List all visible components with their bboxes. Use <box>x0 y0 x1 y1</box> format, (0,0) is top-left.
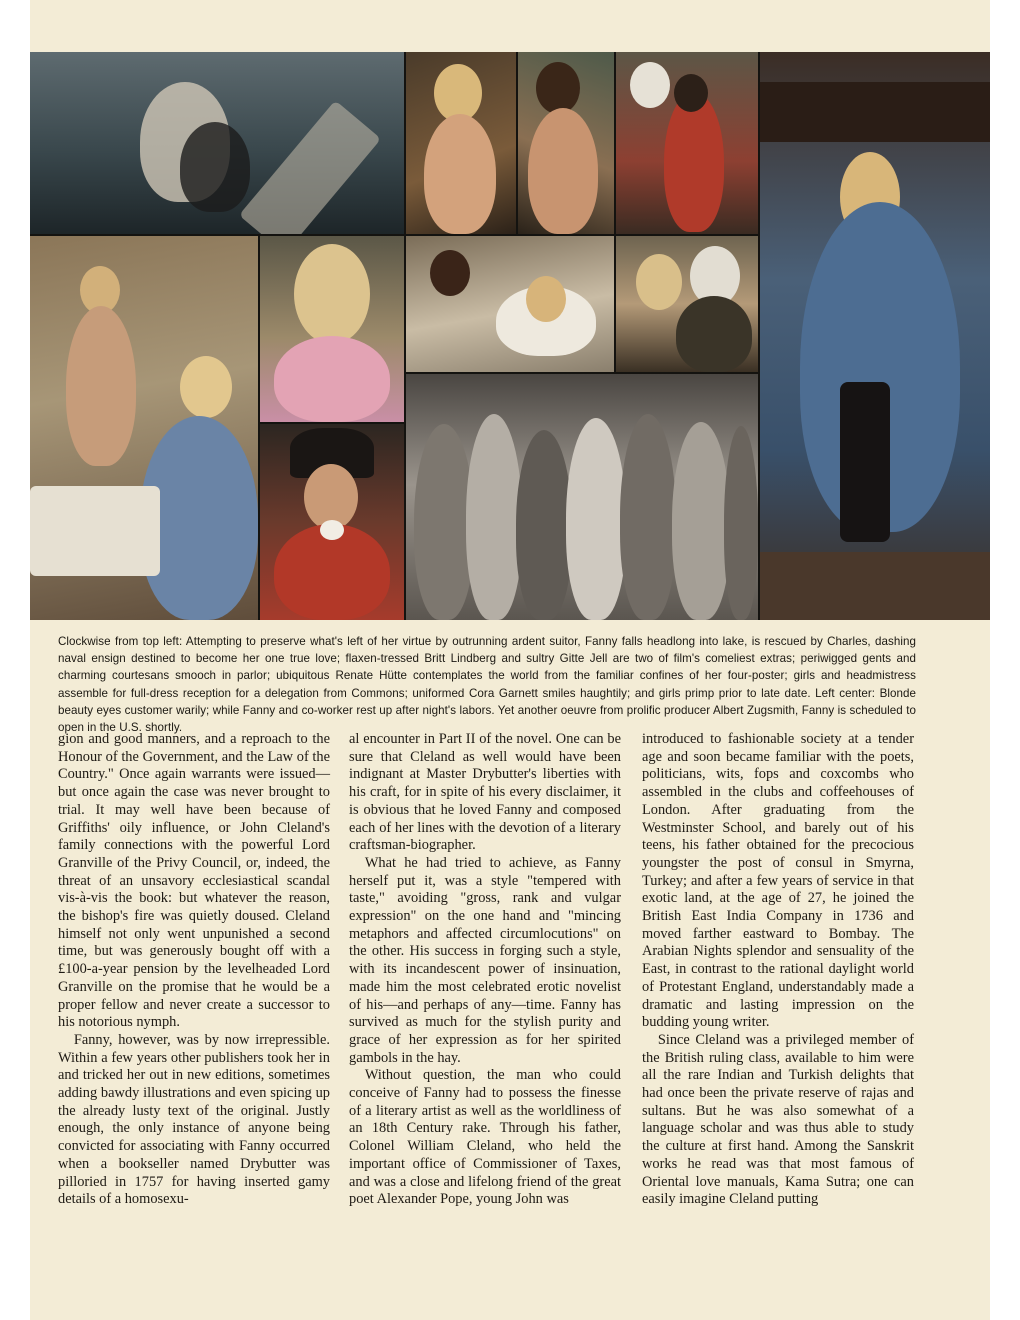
article-column-3 <box>642 731 914 1209</box>
paragraph: What he had tried to achieve, as Fanny herself put it, was a style "tempered with taste," avoiding "gross, rank and vulgar expression" on the one hand and "mincing metaphors and affected circumlocutions" on the other. His success in forging such a style, with its incandescent power of insinuation, made him the most celebrated erotic novelist of his—and perhaps of any—time. Fanny has survived as much for the stylish purity and grace of her expression as for her spirited gambols in the hay. <box>349 854 621 1066</box>
paragraph: Since Cleland was a privileged member of the British ruling class, available to him were all the rare Indian and Turkish delights that had once been the private reserve of rajas and sultans. But he was also somewhat of a language scholar and was thus able to study the culture at first hand. Among the Sanskrit works he read was that most famous of Oriental love manuals, Kama Sutra; one can easily imagine Cleland putting <box>642 1031 914 1208</box>
photo-bedroom-girls <box>30 236 258 620</box>
paragraph: introduced to fashionable society at a tender age and soon became familiar with the poets, politicians, wits, fops and coxcombs who assembled in the clubs and coffeehouses of London. After graduating from the Westminster School, and barely out of his teens, his father obtained for the precocious youngster the post of consul in Smyrna, Turkey; and after a few years of service in that exotic land, at the age of 27, he joined the British East India Company in 1736 and moved farther eastward to Bombay. The Arabian Nights splendor and sensuality of the East, in contrast to the rational daylight world of Protestant England, understandably made a dramatic and lasting impression on the budding young writer. <box>642 731 914 1031</box>
paragraph: Without question, the man who could conceive of Fanny had to possess the finesse of a literary artist as well as the worldliness of an 18th Century rake. Through his father, Colonel William Cleland, who held the important office of Commissioner of Taxes, and was a close and lifelong friend of the great poet Alexander Pope, young John was <box>349 1067 621 1208</box>
paragraph: al encounter in Part II of the novel. One can be sure that Cleland as well would have been indignant at Master Drybutter's liberties with his craft, for in spite of his every disclaimer, it is obvious that he loved Fanny and composed each of her lines with the devotion of a literary craftsman-biographer. <box>349 731 621 854</box>
photo-blonde-extra <box>406 52 516 234</box>
photo-brunette-extra <box>518 52 614 234</box>
photo-lake-scene <box>30 52 404 234</box>
photo-woman-window <box>760 52 990 620</box>
photo-kiss <box>616 236 758 372</box>
article-column-2 <box>349 731 621 1209</box>
photo-caption: Clockwise from top left: Attempting to preserve what's left of her virtue by outrunning ardent suitor, Fanny falls headlong into lake, is rescued by Charles, dashing naval ensign destined to become her one true love; flaxen-tressed Britt Lindberg and sultry Gitte Jell are two of film's comeliest extras; periwigged gents and charming courtesans smooch in parlor; ubiquitous Renate Hütte contemplates the world from the familiar confines of her four-poster; girls and headmistress assemble for full-dress reception for a delegation from Commons; uniformed Cora Garnett smiles haughtily; and girls primp prior to late date. Left center: Blonde beauty eyes customer warily; while Fanny and co-worker rest up after night's labors. Yet another oeuvre from prolific producer Albert Zugsmith, Fanny is scheduled to open in the U.S. shortly. <box>58 635 916 735</box>
photo-collage <box>30 52 990 620</box>
photo-uniformed-woman <box>260 424 404 620</box>
photo-blonde-beauty <box>260 236 404 422</box>
photo-four-poster <box>406 236 614 372</box>
article-column-1 <box>58 731 330 1209</box>
paragraph: gion and good manners, and a reproach to the Honour of the Government, and the Law of the Country." Once again warrants were issued—but once again the case was never brought to trial. It may well have been because of Griffiths' oily influence, or John Cleland's family connections with the powerful Lord Granville of the Privy Council, or, indeed, the threat of an unsavory ecclesiastical scandal vis-à-vis the book: but whatever the reason, the bishop's fire was quietly doused. Cleland himself not only went unpunished a second time, but was generously bought off with a £100-a-year pension by the levelheaded Lord Granville on the promise that he would be a proper fellow and never create a successor to his notorious nymph. <box>58 731 330 1031</box>
photo-parlor-gents <box>616 52 758 234</box>
paragraph: Fanny, however, was by now irrepressible. Within a few years other publishers took her in and tricked her out in new editions, sometimes adding bawdy illustrations and even spicing up the already lusty text of the original. Justly enough, the only instance of anyone being convicted for associating with Fanny occurred when a bookseller named Drybutter was pilloried in 1757 for having inserted gamy details of a homosexu- <box>58 1031 330 1208</box>
photo-reception <box>406 374 758 620</box>
